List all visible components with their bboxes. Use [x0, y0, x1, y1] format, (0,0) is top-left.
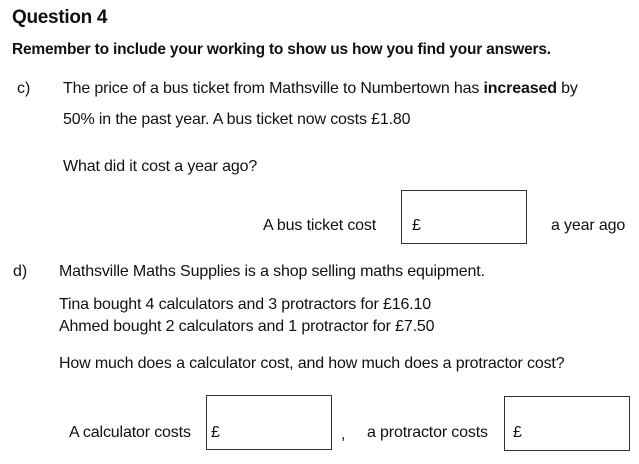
instruction-text: Remember to include your working to show us how you find your answers.: [12, 41, 551, 58]
pound-sign: £: [412, 217, 421, 234]
question-title: Question 4: [12, 7, 108, 28]
part-d-ahmed-line: Ahmed bought 2 calculators and 1 protractor for £7.50: [59, 318, 435, 335]
part-c-question: What did it cost a year ago?: [63, 158, 258, 175]
part-c-line1: [63, 80, 578, 98]
part-d-tina-line: Tina bought 4 calculators and 3 protractors for £16.10: [59, 296, 431, 313]
bus-ticket-answer-suffix: a year ago: [551, 217, 626, 234]
pound-sign: £: [513, 424, 522, 441]
part-d-label: d): [13, 263, 28, 280]
bus-ticket-answer-label: A bus ticket cost: [263, 217, 377, 234]
part-d-intro: Mathsville Maths Supplies is a shop selling maths equipment.: [59, 263, 485, 280]
protractor-answer-label: a protractor costs: [367, 424, 488, 441]
protractor-answer-box[interactable]: [504, 396, 630, 451]
part-c-line2: 50% in the past year. A bus ticket now costs £1.80: [63, 111, 411, 128]
increased-emphasis: increased: [483, 80, 557, 97]
part-c-label: c): [17, 80, 31, 97]
part-c-line1-end: by: [556, 80, 578, 97]
pound-sign: £: [211, 424, 220, 441]
answer-separator: ,: [341, 426, 346, 443]
calculator-answer-box[interactable]: [206, 395, 332, 450]
bus-ticket-answer-box[interactable]: [401, 190, 527, 244]
calculator-answer-label: A calculator costs: [69, 424, 191, 441]
part-c-line1-start: The price of a bus ticket from Mathsville to Numbertown has: [63, 80, 484, 97]
part-d-question: How much does a calculator cost, and how much does a protractor cost?: [59, 355, 565, 372]
